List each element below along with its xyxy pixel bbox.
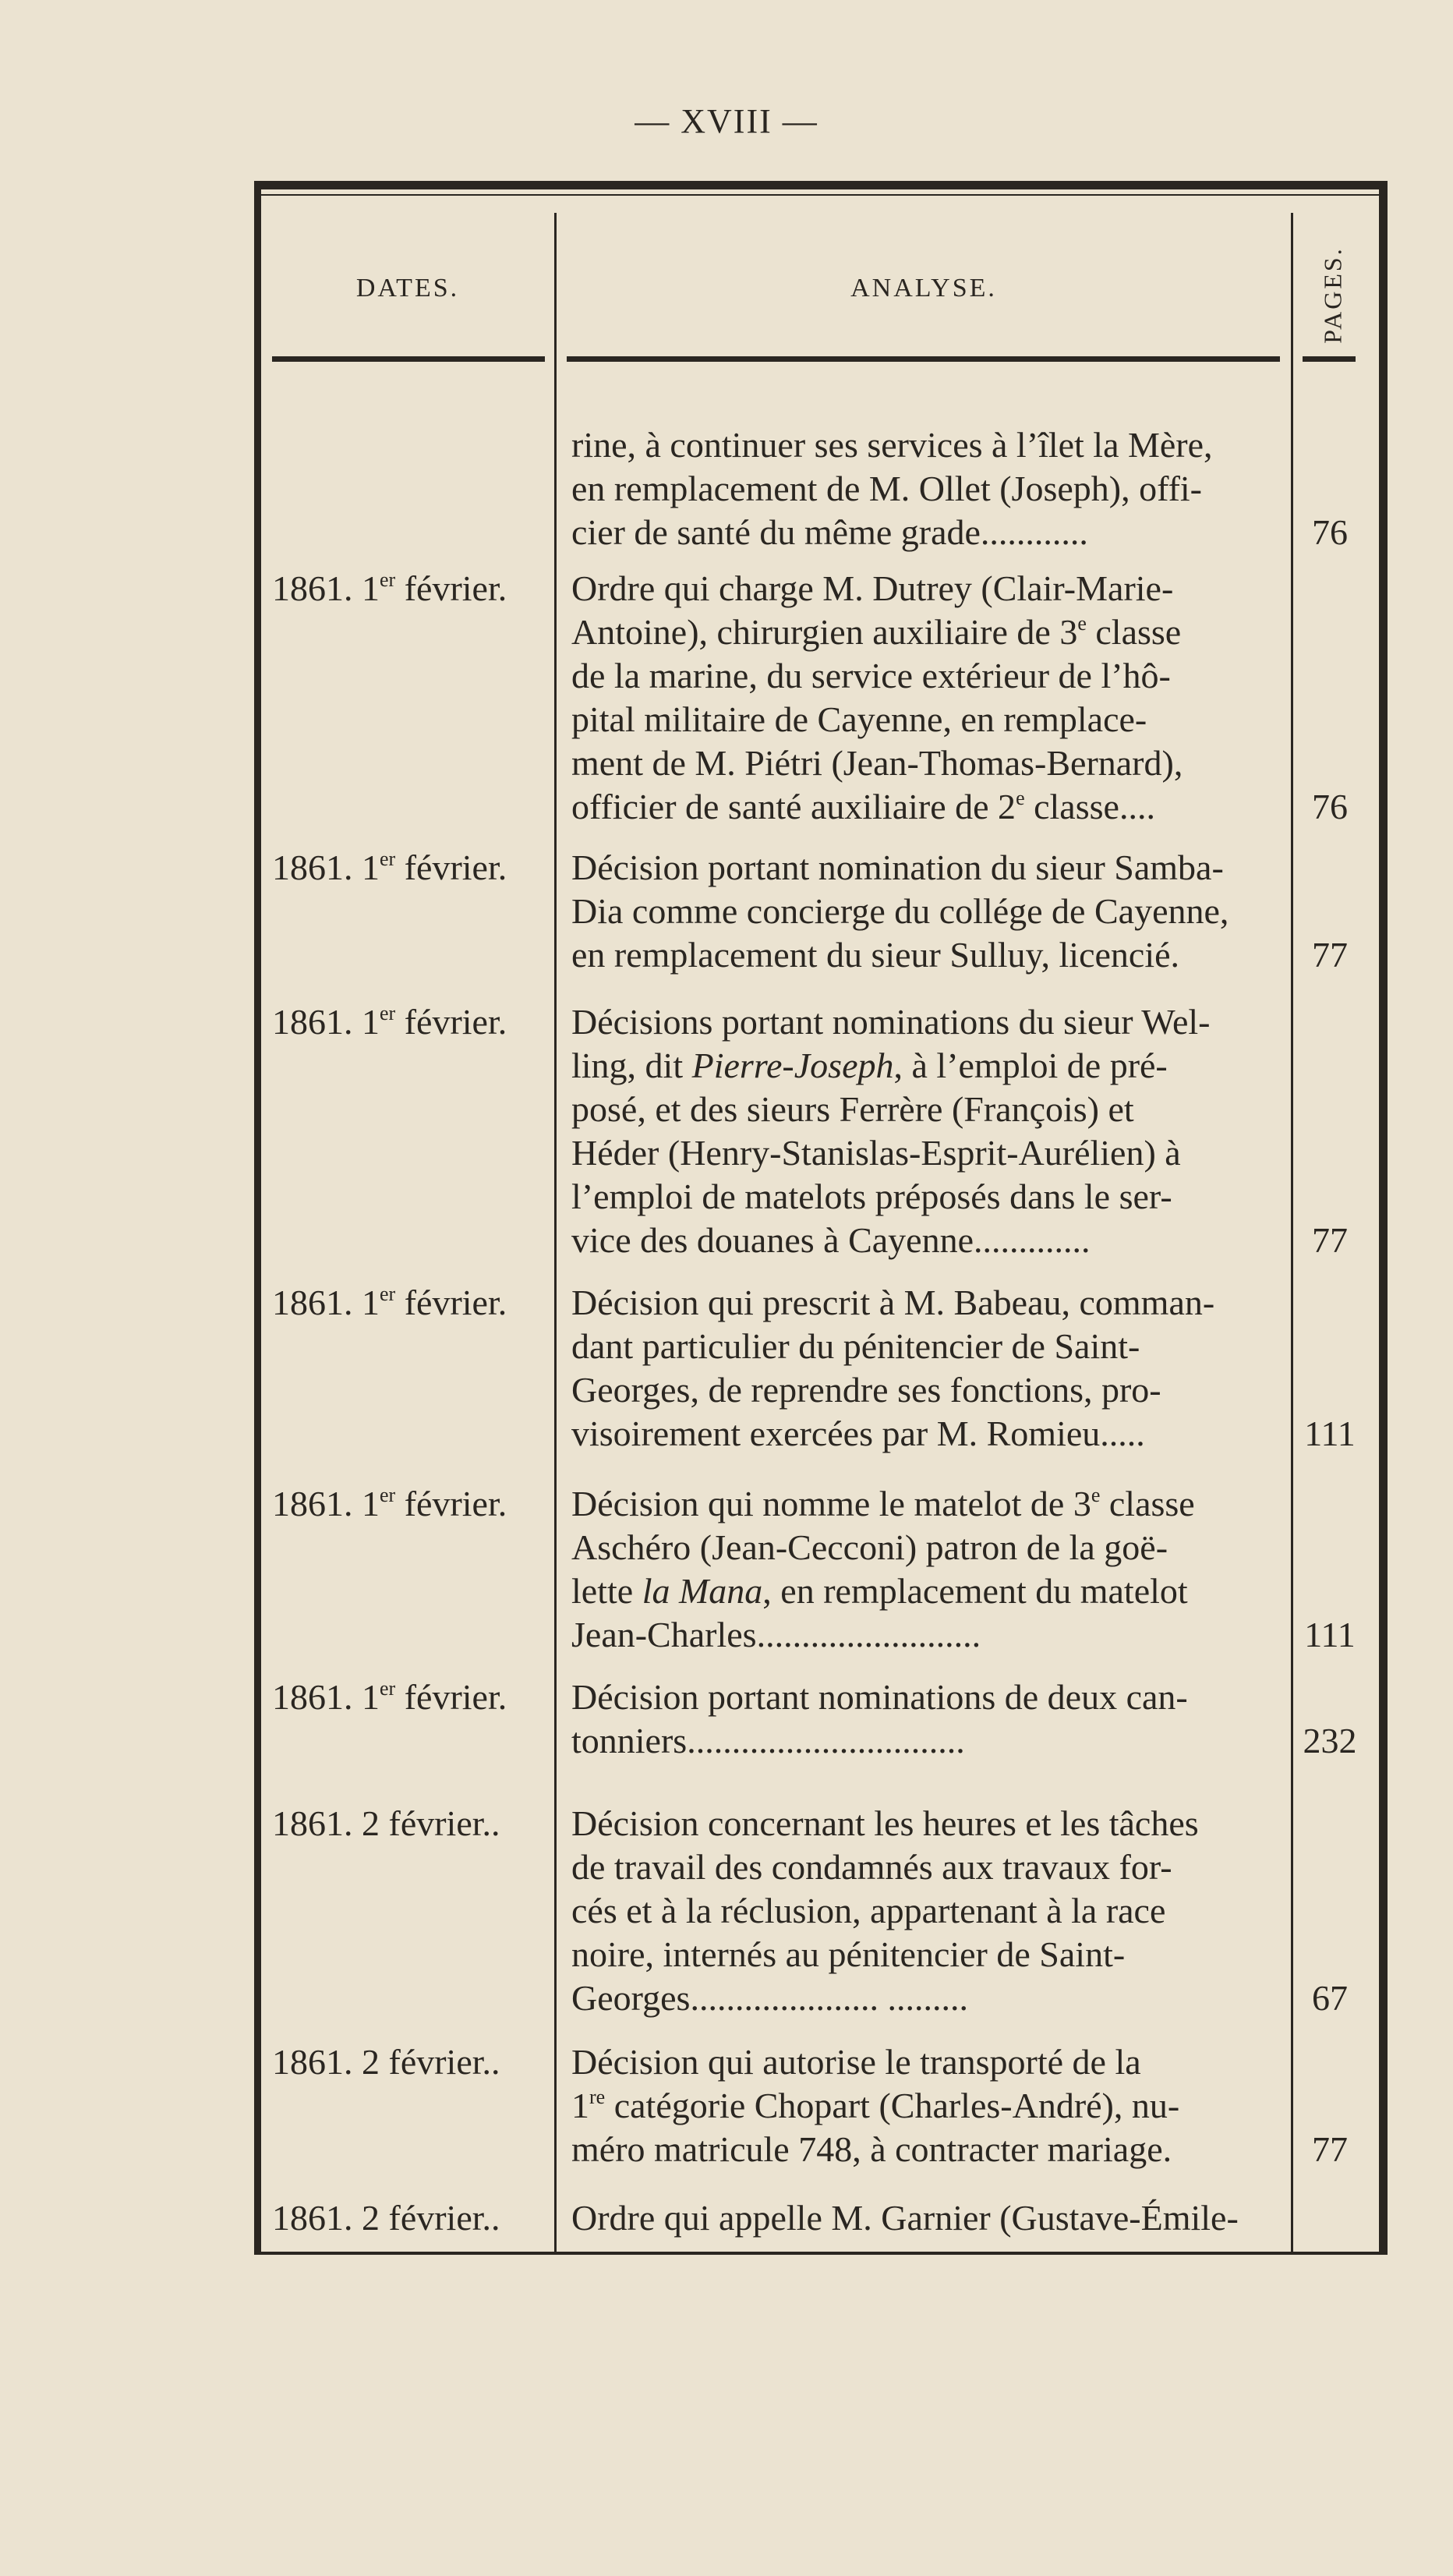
entry-page: 232 [1303, 1721, 1357, 1760]
entry-text: Décisions portant nominations du sieur Wel- ling, dit Pierre-Joseph, à l’emploi de pré- posé, et des sieurs Ferrère (François) et Héder (Henry-Stanislas-Esprit-Aurélien) à l’emploi de matelots préposés dans le ser- vice des douanes à Cayenne............. [571, 1002, 1211, 1260]
entry-text: Ordre qui charge M. Dutrey (Clair-Marie- Antoine), chirurgien auxiliaire de 3e classe de la marine, du service extérieur de l’hô- pital militaire de Cayenne, en remplace- ment de M. Piétri (Jean-Thomas-Bernard), officier de santé auxiliaire de 2e classe.... [571, 568, 1183, 826]
pages-column-header: PAGES. [1318, 246, 1347, 344]
entry-page: 77 [1312, 935, 1348, 975]
entry-page: 111 [1304, 1615, 1356, 1654]
entry-page: 77 [1312, 1220, 1348, 1260]
entry-date: 1861. 2 février.. [272, 2198, 500, 2238]
column-divider [1291, 213, 1293, 2252]
page-number: — XVIII — [635, 102, 818, 140]
entry-page: 67 [1312, 1978, 1348, 2018]
entry-date: 1861. 1er février. [272, 1283, 507, 1322]
entry-page: 76 [1312, 512, 1348, 552]
header-rule [567, 356, 1280, 362]
index-table [254, 181, 1388, 2255]
entry-text: Décision qui nomme le matelot de 3e classe Aschéro (Jean-Cecconi) patron de la goë- lette la Mana, en remplacement du matelot Jean-Charles......................... [571, 1484, 1195, 1654]
entry-date: 1861. 1er février. [272, 1002, 507, 1042]
header-rule [1303, 356, 1356, 362]
entry-text: Ordre qui appelle M. Garnier (Gustave-Émile- [571, 2198, 1239, 2238]
entry-text: Décision qui prescrit à M. Babeau, comman- dant particulier du pénitencier de Saint- Georges, de reprendre ses fonctions, pro- visoirement exercées par M. Romieu..... [571, 1283, 1215, 1453]
entry-page: 111 [1304, 1414, 1356, 1453]
entry-date: 1861. 1er février. [272, 847, 507, 887]
entry-date: 1861. 1er février. [272, 1677, 507, 1717]
column-divider [554, 213, 557, 2252]
entry-date: 1861. 1er février. [272, 568, 507, 608]
entry-page: 77 [1312, 2129, 1348, 2169]
entry-date: 1861. 2 février.. [272, 1803, 500, 1843]
entry-text: Décision qui autorise le transporté de la 1re catégorie Chopart (Charles-André), nu- méro matricule 748, à contracter mariage. [571, 2042, 1180, 2169]
entry-text: Décision portant nominations de deux can- tonniers............................... [571, 1677, 1188, 1760]
entry-text: rine, à continuer ses services à l’îlet la Mère, en remplacement de M. Ollet (Joseph), offi- cier de santé du même grade............ [571, 425, 1213, 552]
analyse-column-header: ANALYSE. [850, 274, 997, 303]
entry-date: 1861. 2 février.. [272, 2042, 500, 2082]
header-rule [272, 356, 545, 362]
dates-column-header: DATES. [355, 274, 460, 303]
entry-text: Décision concernant les heures et les tâches de travail des condamnés aux travaux for- cés et à la réclusion, appartenant à la race noire, internés au pénitencier de Saint- Georges..................... ......... [571, 1803, 1199, 2018]
entry-text: Décision portant nomination du sieur Samba- Dia comme concierge du collége de Cayenne, en remplacement du sieur Sulluy, licencié. [571, 847, 1229, 975]
entry-date: 1861. 1er février. [272, 1484, 507, 1523]
entry-page: 76 [1312, 787, 1348, 826]
